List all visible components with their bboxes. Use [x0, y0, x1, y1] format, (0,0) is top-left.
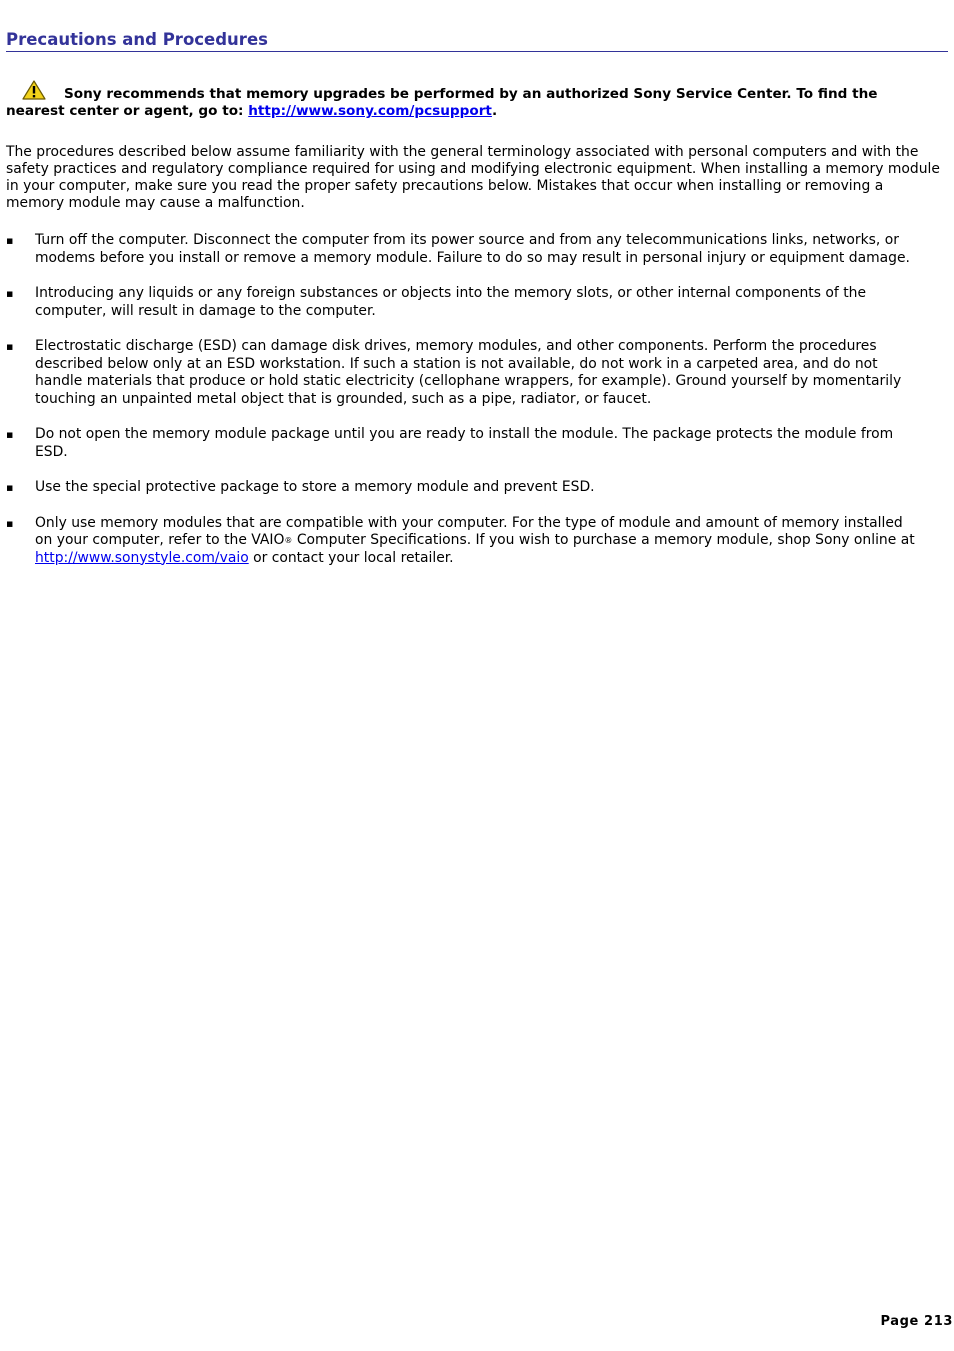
- list-item-text: Do not open the memory module package until you are ready to install the module. The package protects the module from ESD.: [35, 426, 894, 460]
- list-item-text-after: or contact your local retailer.: [248, 549, 454, 566]
- sonystyle-link[interactable]: http://www.sonystyle.com/vaio: [35, 549, 249, 566]
- bullet-marker: ▪: [6, 234, 14, 247]
- bullet-marker: ▪: [6, 481, 14, 494]
- pcsupport-link[interactable]: http://www.sony.com/pcsupport: [248, 103, 492, 119]
- list-item-text: Electrostatic discharge (ESD) can damage disk drives, memory modules, and other components. Perform the procedures described below only at an ESD workstation. If such a station is not available, do not work in a carpeted area, and do not handle materials that produce or hold static electricity (cellophane wrappers, for example). Ground yourself by momentarily touching an unpainted metal object that is grounded, such as a pipe, radiator, or faucet.: [35, 338, 902, 407]
- list-item: [6, 426, 936, 461]
- list-item-text-before: Only use memory modules that are compatible with your computer. For the type of module and amount of memory installed on your computer, refer to the VAIO: [35, 514, 903, 548]
- list-item-text: Introducing any liquids or any foreign substances or objects into the memory slots, or other internal components of the computer, will result in damage to the computer.: [35, 285, 867, 319]
- list-item: [6, 479, 936, 497]
- warning-text: Sony recommends that memory upgrades be performed by an authorized Sony Service Center. To find the nearest center or agent, go to:: [6, 86, 878, 119]
- warning-note: [6, 80, 936, 120]
- page-title: Precautions and Procedures: [6, 30, 948, 52]
- list-item: [6, 232, 936, 267]
- bullet-marker: ▪: [6, 428, 14, 441]
- bullet-marker: ▪: [6, 287, 14, 300]
- page-number: Page 213: [880, 1314, 953, 1329]
- list-item-text: Turn off the computer. Disconnect the computer from its power source and from any telecommunications links, networks, or modems before you install or remove a memory module. Failure to do so may result in personal injury or equipment damage.: [35, 232, 910, 266]
- warning-icon: [22, 80, 46, 100]
- precautions-list: [6, 232, 936, 585]
- list-item: [6, 515, 936, 568]
- list-item: [6, 285, 936, 320]
- bullet-marker: ▪: [6, 516, 14, 530]
- warning-suffix: .: [491, 103, 498, 119]
- list-item-text: Use the special protective package to store a memory module and prevent ESD.: [35, 479, 595, 495]
- registered-mark: ®: [284, 536, 293, 545]
- list-item: [6, 338, 936, 408]
- list-item-text-middle: Computer Specifications. If you wish to purchase a memory module, shop Sony online at: [292, 532, 915, 548]
- intro-paragraph: The procedures described below assume familiarity with the general terminology associated with personal computers and with the safety practices and regulatory compliance required for using and modifying electronic equipment. When installing a memory module in your computer, make sure you read the proper safety precautions below. Mistakes that occur when installing or removing a memory module may cause a malfunction.: [6, 144, 940, 211]
- bullet-marker: ▪: [6, 340, 14, 353]
